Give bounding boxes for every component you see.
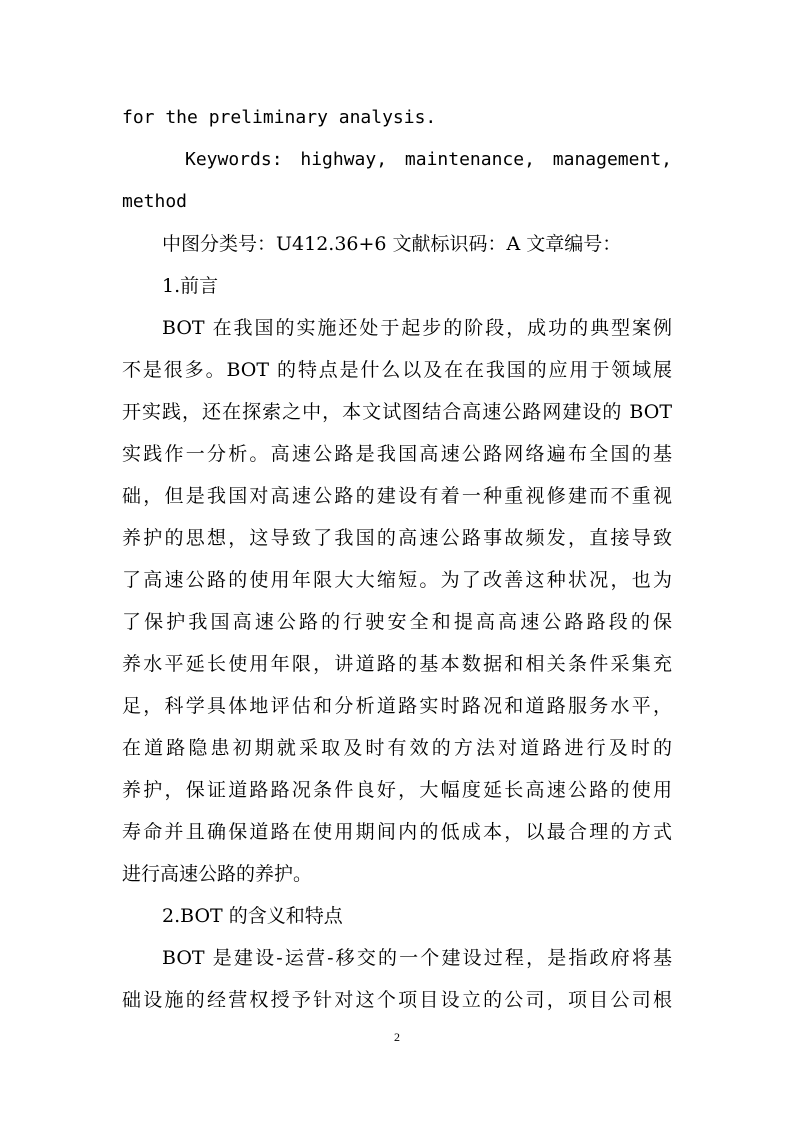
abstract-end-line: for the preliminary analysis. (122, 107, 437, 128)
section-heading-2: 2.BOT 的含义和特点 (162, 905, 343, 927)
paragraph-1-line-5: 础，但是我国对高速公路的建设有着一种重视修建而不重视 (122, 485, 672, 507)
paragraph-1-line-1: BOT 在我国的实施还处于起步的阶段，成功的典型案例 (162, 317, 672, 339)
paragraph-1-line-12: 养护，保证道路路况条件良好，大幅度延长高速公路的使用 (122, 779, 672, 801)
paragraph-2-line-1: BOT 是建设-运营-移交的一个建设过程，是指政府将基 (162, 947, 672, 969)
paragraph-1-line-9: 养水平延长使用年限，讲道路的基本数据和相关条件采集充 (122, 653, 672, 675)
paragraph-1-line-4: 实践作一分析。高速公路是我国高速公路网络遍布全国的基 (122, 443, 672, 465)
paragraph-1-line-10: 足，科学具体地评估和分析道路实时路况和道路服务水平， (122, 695, 672, 717)
paragraph-1-line-14: 进行高速公路的养护。 (122, 863, 313, 885)
paragraph-1-line-8: 了保护我国高速公路的行驶安全和提高高速公路路段的保 (122, 611, 672, 633)
classification-line: 中图分类号：U412.36+6 文献标识码：A 文章编号： (162, 233, 622, 255)
paragraph-1-line-6: 养护的思想，这导致了我国的高速公路事故频发，直接导致 (122, 527, 672, 549)
section-heading-1: 1.前言 (162, 275, 219, 297)
paragraph-1-line-13: 寿命并且确保道路在使用期间内的低成本，以最合理的方式 (122, 821, 672, 843)
keywords-continuation: method (122, 191, 188, 212)
paragraph-1-line-3: 开实践，还在探索之中，本文试图结合高速公路网建设的 BOT (122, 401, 672, 423)
paragraph-1-line-7: 了高速公路的使用年限大大缩短。为了改善这种状况，也为 (122, 569, 672, 591)
paragraph-2-line-2: 础设施的经营权授予针对这个项目设立的公司，项目公司根 (122, 989, 672, 1011)
page-number: 2 (394, 1030, 400, 1044)
paragraph-1-line-11: 在道路隐患初期就采取及时有效的方法对道路进行及时的 (122, 737, 672, 759)
keywords-line: Keywords: highway, maintenance, management, (185, 149, 672, 170)
paragraph-1-line-2: 不是很多。BOT 的特点是什么以及在在我国的应用于领域展 (122, 359, 672, 381)
